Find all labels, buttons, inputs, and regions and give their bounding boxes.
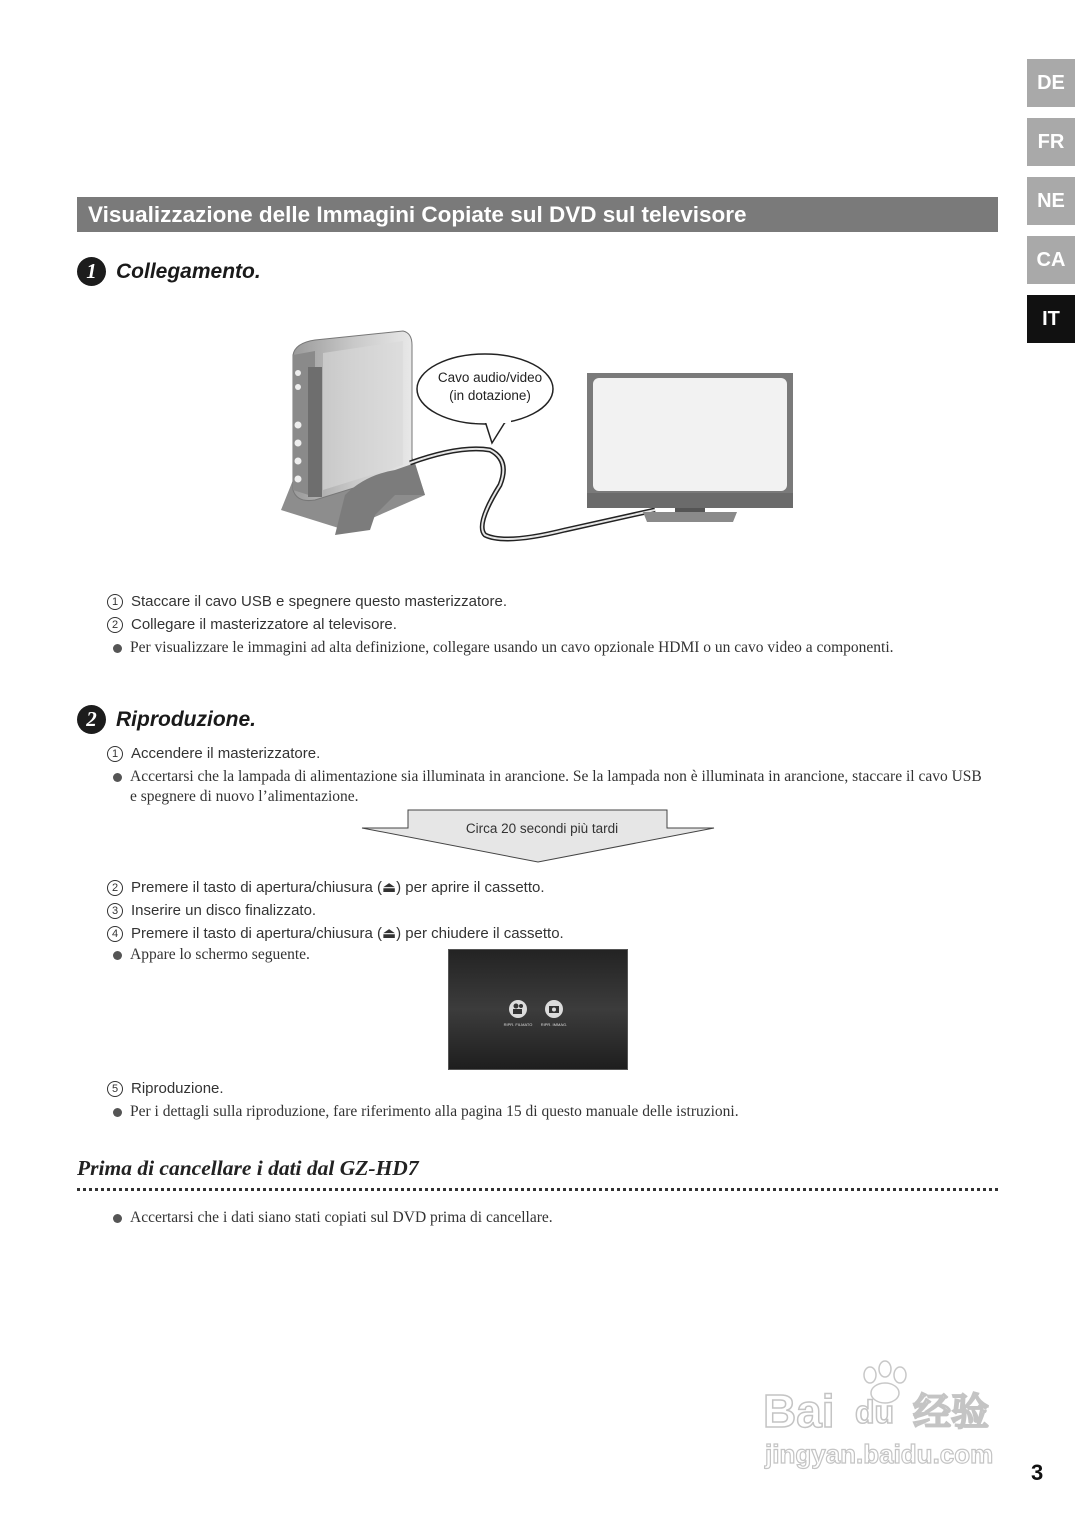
step2-item-4-marker: 4 [107, 926, 123, 942]
step2-bullet-2-text: Appare lo schermo seguente. [130, 946, 310, 963]
step1-item-1-marker: 1 [107, 594, 123, 610]
eject-icon: ⏏ [381, 925, 397, 942]
step2-item-1-marker: 1 [107, 746, 123, 762]
step1-item-1 [107, 592, 507, 612]
step2-item-5 [107, 1079, 224, 1099]
page-number: 3 [1031, 1460, 1044, 1485]
tab-ne[interactable]: NE [1027, 177, 1075, 225]
step1-bullet-text: Per visualizzare le immagini ad alta definizione, collegare usando un cavo opzionale HDMI o un cavo video a componenti. [130, 639, 894, 656]
step1-item-2-text: Collegare il masterizzatore al televisore. [131, 616, 397, 633]
callout-line2: (in dotazione) [449, 388, 531, 403]
step2-item-4-text-b: ) per chiudere il cassetto. [396, 925, 564, 942]
tab-ca[interactable]: CA [1027, 236, 1075, 284]
step2-bullet-2 [113, 945, 433, 965]
step1-item-2 [107, 615, 397, 635]
step2-item-5-text: Riproduzione. [131, 1080, 224, 1097]
step2-number: 2 [77, 705, 106, 734]
watermark-du: du [855, 1394, 895, 1430]
prima-bullet [113, 1208, 983, 1228]
step2-item-4-text-a: Premere il tasto di apertura/chiusura ( [131, 925, 382, 942]
eject-icon: ⏏ [381, 879, 397, 896]
watermark-jingyan: 经验 [913, 1390, 990, 1434]
step1-number: 1 [77, 257, 106, 286]
step2-bullet-1 [113, 767, 983, 807]
connection-illustration [275, 325, 805, 550]
tab-it[interactable]: IT [1027, 295, 1075, 343]
section-title: Visualizzazione delle Immagini Copiate sul DVD sul televisore [77, 197, 998, 232]
step2-title: Riproduzione. [116, 707, 256, 731]
step1-heading [77, 257, 261, 286]
step2-item-1-text: Accendere il masterizzatore. [131, 745, 321, 762]
step1-title: Collegamento. [116, 259, 261, 283]
screen-label-images: RIPR. IMMAG. [540, 1022, 568, 1027]
step2-item-2-marker: 2 [107, 880, 123, 896]
step1-item-1-text: Staccare il cavo USB e spegnere questo masterizzatore. [131, 593, 508, 610]
step1-item-2-marker: 2 [107, 617, 123, 633]
step2-bullet-3 [113, 1102, 983, 1122]
step2-item-3 [107, 901, 316, 921]
bullet-dot-icon [113, 644, 122, 653]
bullet-dot-icon [113, 951, 122, 960]
step2-item-2 [107, 878, 545, 898]
down-arrow-shape [360, 809, 716, 864]
menu-screen-image [448, 949, 628, 1070]
arrow-text: Circa 20 secondi più tardi [465, 821, 619, 836]
callout-line1: Cavo audio/video [437, 370, 543, 385]
step2-item-2-text-b: ) per aprire il cassetto. [396, 879, 545, 896]
bullet-dot-icon [113, 773, 122, 782]
step2-heading [77, 705, 256, 734]
bullet-dot-icon [113, 1214, 122, 1223]
movie-camera-icon [508, 999, 528, 1019]
watermark-url: jingyan.baidu.com [765, 1439, 994, 1469]
tab-de[interactable]: DE [1027, 59, 1075, 107]
bullet-dot-icon [113, 1108, 122, 1117]
baidu-watermark [755, 1355, 1015, 1475]
screen-label-movies: RIPR. FILMATO [503, 1022, 533, 1027]
prima-bullet-text: Accertarsi che i dati siano stati copiati sul DVD prima di cancellare. [130, 1209, 553, 1226]
step2-item-2-text-a: Premere il tasto di apertura/chiusura ( [131, 879, 382, 896]
step2-item-1 [107, 744, 320, 764]
step1-bullet [113, 638, 983, 658]
step2-bullet-3-text: Per i dettagli sulla riproduzione, fare riferimento alla pagina 15 di questo manuale delle istruzioni. [130, 1103, 739, 1120]
step2-item-3-marker: 3 [107, 903, 123, 919]
step2-item-3-text: Inserire un disco finalizzato. [131, 902, 317, 919]
step2-item-4 [107, 924, 564, 944]
camera-icon [544, 999, 564, 1019]
step2-bullet-1-text: Accertarsi che la lampada di alimentazione sia illuminata in arancione. Se la lampada non è illuminata in arancione, staccare il cavo USB e spegnere di nuovo l’alimentazione. [130, 768, 982, 805]
watermark-bai: Bai [763, 1385, 835, 1437]
prima-heading: Prima di cancellare i dati dal GZ-HD7 [77, 1156, 998, 1191]
tab-fr[interactable]: FR [1027, 118, 1075, 166]
step2-item-5-marker: 5 [107, 1081, 123, 1097]
